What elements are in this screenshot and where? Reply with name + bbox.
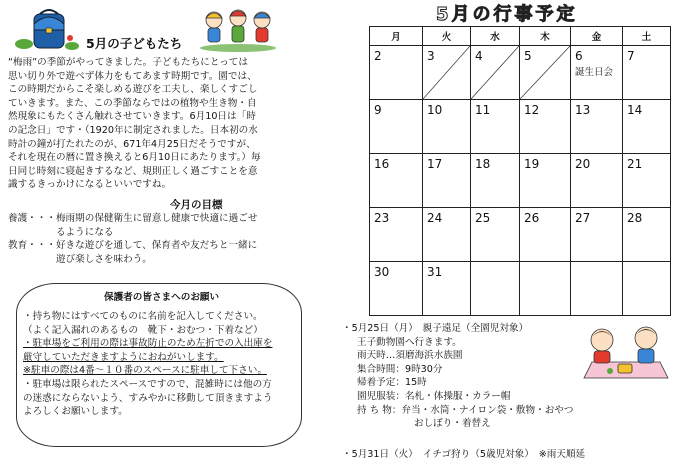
calendar-day-number: 12 [524,103,540,117]
notice-line: の迷惑にならないよう、すみやかに移動して頂きますよう [23,392,273,404]
intro-line: 時計の鐘が打たれたのが、671年4月25日だそうですが、 [8,138,256,150]
intro-line: この時期だからこそ楽しめる遊びを工夫し、楽しくすごし [8,84,258,96]
calendar-day-cell [423,208,471,262]
calendar-day-cell [623,262,671,316]
intro-paragraph [8,56,308,192]
calendar-day-number: 18 [475,157,491,171]
calendar-day-number: 7 [627,49,635,63]
children-illustration [198,4,278,52]
event-line: 集合時間：9時30分 [357,363,443,375]
event-title: ・5月25日（月） 親子遠足（全園児対象） [342,323,529,334]
intro-line: 思い切り外で遊べず体力をもてあます時期です。園では、 [8,70,257,82]
calendar-day-number: 21 [627,157,643,171]
intro-line: 日同じ時刻に寝起きするなど、規則正しく過ごすことを意 [8,165,258,177]
intro-line: ていきます。また、この季節ならではの植物や生き物・自 [8,97,257,109]
calendar-day-cell [423,46,471,100]
calendar-day-number: 4 [475,49,483,63]
calendar-day-number: 13 [575,103,591,117]
weekday-header: 金 [571,27,623,46]
goal-line: 教育・・・好きな遊びを通して、保育者や友だちと一緒に [8,240,258,252]
calendar-week-row [370,100,671,154]
goal-line: るようになる [8,226,114,238]
calendar-day-number: 30 [374,265,390,279]
notice-line: ・駐車場は限られたスペースですので、混雑時には他の方 [23,378,272,390]
calendar-day-number: 16 [374,157,390,171]
calendar-day-cell [471,100,520,154]
goal-heading: 今月の目標 [170,199,223,211]
calendar-day-cell [520,46,571,100]
calendar-day-cell [623,154,671,208]
intro-line: “梅雨”の季節がやってきました。子どもたちにとっては [8,57,248,68]
event-title: ・5月31日（火） イチゴ狩り（5歳児対象） ※雨天順延 [342,448,586,460]
calendar-day-cell [370,154,423,208]
calendar-day-cell [471,46,520,100]
event-line: 王子動物園へ行きます。 [357,336,462,348]
calendar-day-cell [423,100,471,154]
section-title-children: 5月の子どもたち [86,36,183,51]
event-line: おしぼり・着替え [414,418,491,430]
calendar-title: 5月の行事予定 [436,4,578,25]
calendar-week-row [370,46,671,100]
event-details [342,322,672,461]
calendar-week-row [370,208,671,262]
goal-line: 遊び楽しさを味わう。 [8,253,152,265]
calendar-day-number: 17 [427,157,443,171]
calendar-day-number: 9 [374,103,382,117]
calendar-day-cell [623,208,671,262]
event-line: 帰着予定：15時 [357,377,427,389]
weekday-header: 土 [623,27,671,46]
calendar-day-event: 誕生日会 [575,67,614,78]
weekday-header: 木 [520,27,571,46]
intro-line: 識するきっかけになるといいですね。 [8,179,172,191]
calendar-day-cell [471,262,520,316]
calendar-day-number: 10 [427,103,443,117]
calendar-day-cell [571,154,623,208]
notice-list [23,310,298,419]
calendar-day-number: 20 [575,157,591,171]
calendar-day-cell [571,208,623,262]
event-line: 持 ち 物：弁当・水筒・ナイロン袋・敷物・おやつ [357,404,574,416]
event-line: 雨天時…須磨海浜水族園 [357,350,463,362]
notice-heading: 保護者の皆さまへのお願い [104,292,220,303]
calendar-day-cell [370,208,423,262]
calendar-day-number: 31 [427,265,443,279]
calendar-day-cell [520,208,571,262]
calendar-day-number: 28 [627,211,643,225]
calendar-day-cell [520,154,571,208]
backpack-illustration [14,6,80,52]
weekday-header: 火 [423,27,471,46]
calendar-day-number: 27 [575,211,591,225]
calendar-day-cell [571,100,623,154]
notice-line: ※駐車の際は4番～１０番のスペースに駐車して下さい。 [23,365,267,377]
calendar-day-number: 25 [475,211,491,225]
calendar-day-cell [623,46,671,100]
calendar-day-cell [423,154,471,208]
calendar-week-row [370,154,671,208]
calendar-day-cell [571,46,623,100]
calendar-day-number: 2 [374,49,382,63]
calendar-day-number: 26 [524,211,540,225]
calendar-day-cell [571,262,623,316]
notice-line: 厳守していただきますようにおねがいします。 [23,351,224,363]
calendar-day-number: 3 [427,49,435,63]
intro-line: それを現在の暦に置き換えると6月10日にあたります。）毎 [8,152,261,164]
calendar-day-number: 23 [374,211,390,225]
weekday-header: 月 [370,27,423,46]
calendar-day-number: 11 [475,103,491,117]
calendar-week-row [370,262,671,316]
calendar-day-cell [623,100,671,154]
calendar-day-cell [370,100,423,154]
notice-line: ・駐車場をご利用の際は事故防止のため左折での入出庫を [23,338,273,350]
calendar-day-number: 19 [524,157,540,171]
notice-line: よろしくお願いします。 [23,406,128,418]
notice-line: ・持ち物にはすべてのものに名前を記入してください。 [23,311,263,322]
calendar-day-cell [520,262,571,316]
calendar-day-number: 6 [575,49,583,63]
notice-line: （よく記入漏れのあるもの 靴下・おむつ・下着など） [23,324,263,336]
intro-line: 然現象にもたくさん触れさせていきます。6月10日は「時 [8,111,256,123]
event-line: 園児服装：名札・体操服・カラー帽 [357,390,511,402]
calendar-day-cell [520,100,571,154]
goal-line: 養護・・・梅雨期の保健衛生に留意し健康で快適に過ごせ [8,213,258,224]
calendar-day-number: 5 [524,49,532,63]
calendar-day-number: 24 [427,211,443,225]
calendar-day-number: 14 [627,103,643,117]
goal-list [8,212,308,266]
weekday-header: 水 [471,27,520,46]
calendar-day-cell [370,46,423,100]
intro-line: の記念日」です・（1920年に制定されました。日本初の水 [8,124,258,136]
calendar-day-cell [423,262,471,316]
calendar-day-cell [471,208,520,262]
calendar-day-cell [471,154,520,208]
calendar-day-cell [370,262,423,316]
event-calendar [369,26,671,316]
